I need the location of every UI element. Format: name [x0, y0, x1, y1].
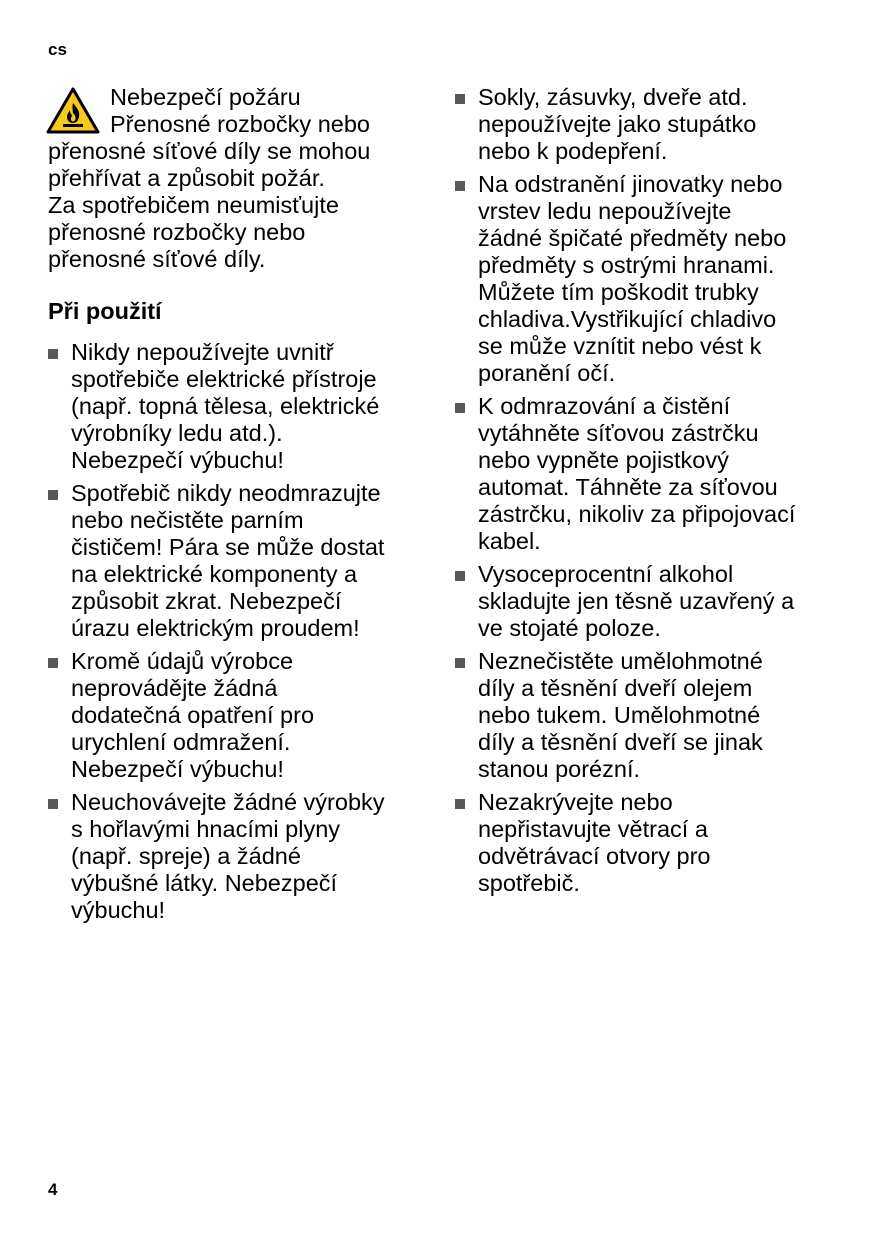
list-item: [48, 789, 420, 924]
list-item-line: vrstev ledu nepoužívejte: [478, 198, 732, 224]
list-item-line: předměty s ostrými hranami.: [478, 252, 775, 278]
list-item-line: úrazu elektrickým proudem!: [71, 615, 360, 641]
list-item-line: Nebezpečí výbuchu!: [71, 756, 284, 782]
list-item-line: (např. spreje) a žádné: [71, 843, 301, 869]
list-item-line: Nebezpečí výbuchu!: [71, 447, 284, 473]
page-number: 4: [48, 1180, 58, 1199]
right-bullet-list: [455, 84, 827, 897]
list-item-line: neprovádějte žádná: [71, 675, 278, 701]
list-item-line: poranění očí.: [478, 360, 616, 386]
list-item: [48, 480, 420, 642]
warning-body: [48, 111, 420, 273]
list-item-line: nebo tukem. Umělohmotné: [478, 702, 761, 728]
list-item-line: žádné špičaté předměty nebo: [478, 225, 787, 251]
list-item: [455, 84, 827, 165]
list-item-line: nebo k podepření.: [478, 138, 668, 164]
list-item-line: Nikdy nepoužívejte uvnitř: [71, 339, 334, 365]
warning-line: Za spotřebičem neumisťujte: [48, 192, 339, 218]
list-item-line: nebo vypněte pojistkový: [478, 447, 729, 473]
section-heading: Při použití: [48, 298, 162, 324]
warning-title: Nebezpečí požáru: [110, 84, 301, 110]
list-item-line: čističem! Pára se může dostat: [71, 534, 385, 560]
list-item-line: K odmrazování a čistění: [478, 393, 731, 419]
list-item-line: chladiva.Vystřikující chladivo: [478, 306, 777, 332]
warning-line: přehřívat a způsobit požár.: [48, 165, 325, 191]
warning-line: přenosné síťové díly.: [48, 246, 266, 272]
list-item-line: Neznečistěte umělohmotné: [478, 648, 763, 674]
list-item: [455, 648, 827, 783]
list-item-line: Spotřebič nikdy neodmrazujte: [71, 480, 381, 506]
bullet-square-icon: [48, 658, 58, 668]
bullet-square-icon: [48, 349, 58, 359]
list-item-line: díly a těsnění dveří olejem: [478, 675, 753, 701]
list-item-line: urychlení odmražení.: [71, 729, 291, 755]
list-item-line: Sokly, zásuvky, dveře atd.: [478, 84, 748, 110]
list-item-line: Neuchovávejte žádné výrobky: [71, 789, 385, 815]
list-item-line: výbušné látky. Nebezpečí: [71, 870, 338, 896]
list-item-line: (např. topná tělesa, elektrické: [71, 393, 380, 419]
list-item-line: s hořlavými hnacími plyny: [71, 816, 341, 842]
list-item: [455, 393, 827, 555]
list-item-line: výrobníky ledu atd.).: [71, 420, 283, 446]
bullet-square-icon: [48, 490, 58, 500]
fire-hazard-warning-icon: [46, 87, 100, 135]
left-column: [48, 84, 420, 930]
warning-line: Přenosné rozbočky nebo: [110, 111, 370, 137]
language-tag: cs: [48, 40, 67, 59]
list-item-line: automat. Táhněte za síťovou: [478, 474, 778, 500]
list-item-line: Na odstranění jinovatky nebo: [478, 171, 783, 197]
left-bullet-list: [48, 339, 420, 924]
bullet-square-icon: [455, 181, 465, 191]
list-item: [455, 171, 827, 387]
list-item-line: Nezakrývejte nebo: [478, 789, 673, 815]
bullet-square-icon: [455, 571, 465, 581]
list-item-line: díly a těsnění dveří se jinak: [478, 729, 763, 755]
fire-warning: [48, 84, 420, 273]
list-item-line: zástrčku, nikoliv za připojovací: [478, 501, 796, 527]
list-item: [48, 339, 420, 474]
warning-line: přenosné síťové díly se mohou: [48, 138, 371, 164]
right-column: [455, 84, 827, 903]
list-item-line: Kromě údajů výrobce: [71, 648, 294, 674]
list-item: [455, 561, 827, 642]
list-item-line: spotřebiče elektrické přístroje: [71, 366, 377, 392]
bullet-square-icon: [455, 403, 465, 413]
list-item-line: Můžete tím poškodit trubky: [478, 279, 759, 305]
list-item-line: kabel.: [478, 528, 541, 554]
list-item-line: výbuchu!: [71, 897, 166, 923]
bullet-square-icon: [455, 799, 465, 809]
list-item-line: dodatečná opatření pro: [71, 702, 315, 728]
bullet-square-icon: [455, 658, 465, 668]
list-item: [48, 648, 420, 783]
warning-line: přenosné rozbočky nebo: [48, 219, 306, 245]
bullet-square-icon: [455, 94, 465, 104]
list-item-line: nebo nečistěte parním: [71, 507, 304, 533]
bullet-square-icon: [48, 799, 58, 809]
list-item-line: na elektrické komponenty a: [71, 561, 358, 587]
list-item-line: skladujte jen těsně uzavřený a: [478, 588, 795, 614]
list-item-line: odvětrávací otvory pro: [478, 843, 711, 869]
list-item-line: ve stojaté poloze.: [478, 615, 661, 641]
list-item-line: nepoužívejte jako stupátko: [478, 111, 757, 137]
list-item-line: vytáhněte síťovou zástrčku: [478, 420, 759, 446]
list-item-line: Vysoceprocentní alkohol: [478, 561, 734, 587]
list-item: [455, 789, 827, 897]
list-item-line: spotřebič.: [478, 870, 580, 896]
list-item-line: nepřistavujte větrací a: [478, 816, 708, 842]
list-item-line: způsobit zkrat. Nebezpečí: [71, 588, 342, 614]
list-item-line: stanou porézní.: [478, 756, 640, 782]
list-item-line: se může vznítit nebo vést k: [478, 333, 762, 359]
